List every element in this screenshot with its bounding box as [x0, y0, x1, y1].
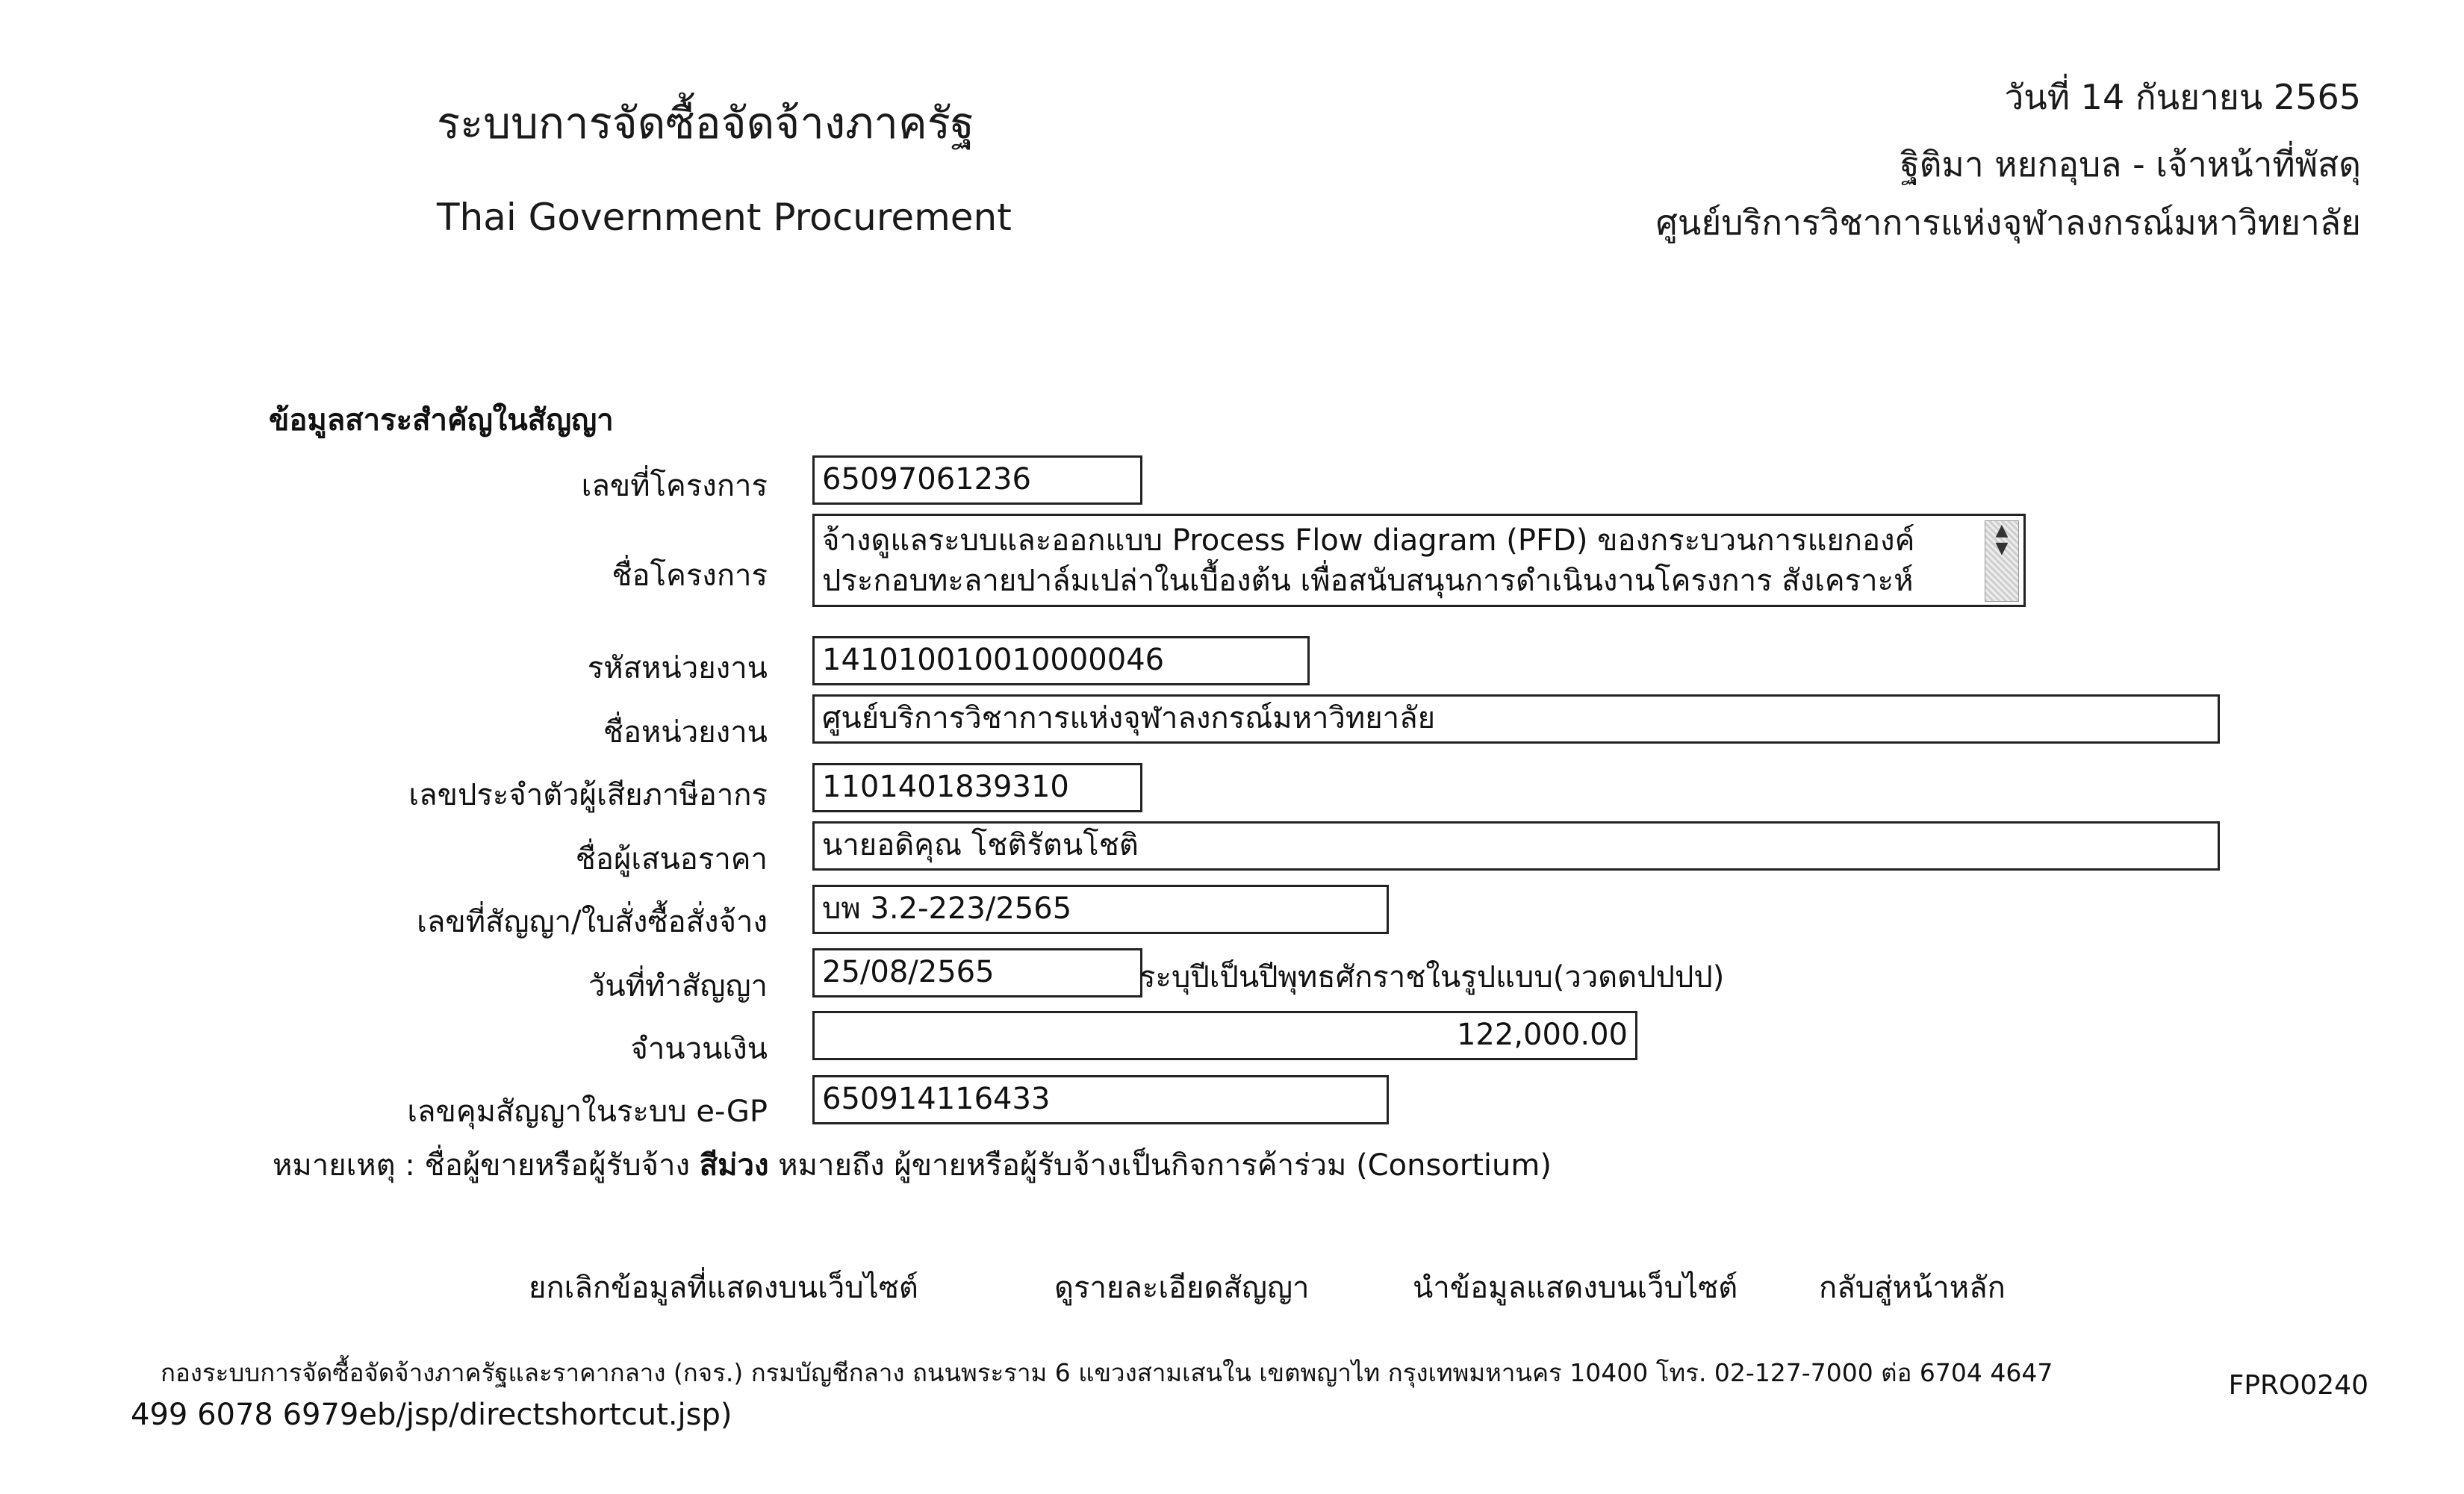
agency-code-label: รหัสหน่วยงาน: [587, 651, 768, 685]
view-contract-detail-link[interactable]: ดูรายละเอียดสัญญา: [1054, 1271, 1310, 1305]
page-code: FPRO0240: [2228, 1370, 2368, 1401]
publish-to-website-link[interactable]: นำข้อมูลแสดงบนเว็บไซต์: [1413, 1271, 1738, 1305]
amount-label: จำนวนเงิน: [630, 1032, 768, 1066]
project-name-label: ชื่อโครงการ: [612, 558, 768, 593]
note-highlight: สีม่วง: [699, 1148, 769, 1183]
system-name-thai: ระบบการจัดซื้อจัดจ้างภาครัฐ: [437, 98, 974, 149]
project-name-textarea[interactable]: [812, 514, 2026, 607]
project-name-line-2: ประกอบทะลายปาล์มเปล่าในเบื้องต้น เพื่อสนับสนุนการดำเนินงานโครงการ สังเคราะห์: [822, 564, 1914, 598]
system-name-english: Thai Government Procurement: [437, 196, 1012, 239]
tax-id-label: เลขประจำตัวผู้เสียภาษีอากร: [408, 778, 768, 812]
bidder-name-field[interactable]: นายอดิคุณ โชติรัตนโชติ: [812, 821, 2220, 871]
amount-field[interactable]: 122,000.00: [812, 1011, 1637, 1060]
header-date: วันที่ 14 กันยายน 2565: [2004, 77, 2361, 117]
contract-date-hint: ระบุปีเป็นปีพุทธศักราชในรูปแบบ(ววดดปปปป): [1139, 960, 1725, 995]
agency-name-label: ชื่อหน่วยงาน: [603, 715, 768, 750]
contract-date-label: วันที่ทำสัญญา: [588, 969, 768, 1003]
project-name-scrollbar[interactable]: [1985, 520, 2019, 602]
project-no-label: เลขที่โครงการ: [581, 469, 768, 503]
note-prefix: หมายเหตุ : ชื่อผู้ขายหรือผู้รับจ้าง: [273, 1148, 691, 1183]
agency-code-field[interactable]: 141010010010000046: [812, 636, 1310, 685]
project-name-line-1: จ้างดูแลระบบและออกแบบ Process Flow diagram (PFD) ของกระบวนการแยกองค์: [822, 523, 1915, 558]
egp-no-label: เลขคุมสัญญาในระบบ e-GP: [407, 1095, 768, 1129]
footer-address: กองระบบการจัดซื้อจัดจ้างภาครัฐและราคากลาง (กจร.) กรมบัญชีกลาง ถนนพระราม 6 แขวงสามเสนใน เขตพญาไท กรุงเทพมหานคร 10400 โทร. 02-127-7000 ต่อ 6704 4647: [161, 1358, 2053, 1387]
project-no-field[interactable]: 65097061236: [812, 455, 1142, 505]
contract-no-label: เลขที่สัญญา/ใบสั่งซื้อสั่งจ้าง: [417, 905, 768, 939]
bidder-name-label: ชื่อผู้เสนอราคา: [575, 842, 768, 877]
note-suffix: หมายถึง ผู้ขายหรือผู้รับจ้างเป็นกิจการค้าร่วม (Consortium): [778, 1148, 1552, 1183]
contract-date-field[interactable]: 25/08/2565: [812, 948, 1142, 997]
header-organization: ศูนย์บริการวิชาการแห่งจุฬาลงกรณ์มหาวิทยาลัย: [1655, 202, 2361, 243]
tax-id-field[interactable]: 1101401839310: [812, 763, 1142, 812]
consortium-note: [273, 1141, 1552, 1189]
footer-url: 499 6078 6979eb/jsp/directshortcut.jsp): [131, 1398, 732, 1432]
scroll-down-icon[interactable]: ▼: [1995, 539, 2009, 558]
egp-no-field[interactable]: 650914116433: [812, 1075, 1389, 1124]
cancel-publish-link[interactable]: ยกเลิกข้อมูลที่แสดงบนเว็บไซต์: [529, 1271, 918, 1305]
header-user: ฐิติมา หยกอุบล - เจ้าหน้าที่พัสดุ: [1900, 144, 2361, 184]
contract-no-field[interactable]: บพ 3.2-223/2565: [812, 885, 1389, 934]
agency-name-field[interactable]: ศูนย์บริการวิชาการแห่งจุฬาลงกรณ์มหาวิทยาลัย: [812, 694, 2220, 744]
section-title: ข้อมูลสาระสำคัญในสัญญา: [269, 403, 614, 438]
back-to-home-link[interactable]: กลับสู่หน้าหลัก: [1819, 1271, 2006, 1305]
scroll-up-icon[interactable]: ▲: [1995, 521, 2009, 540]
